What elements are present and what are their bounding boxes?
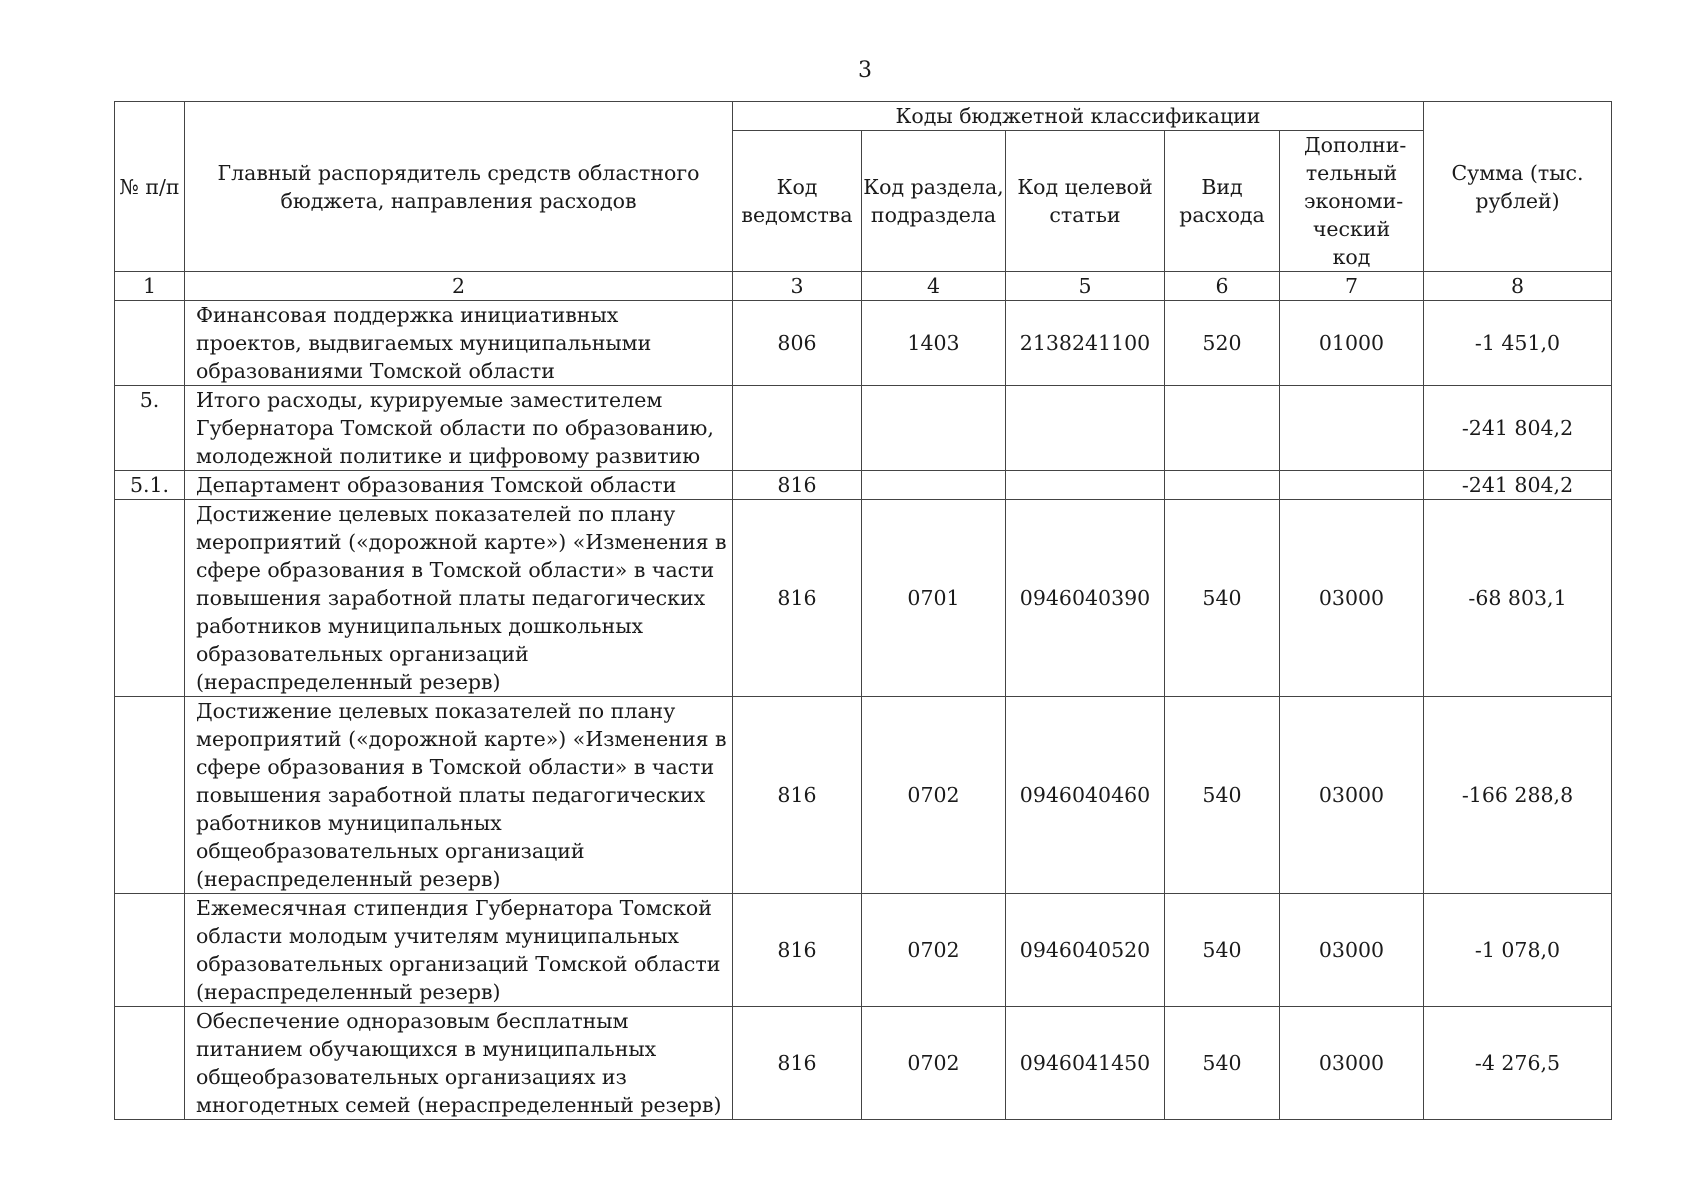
dept-code: 816 [733, 500, 862, 697]
sum-value: -166 288,8 [1424, 697, 1612, 894]
section-code: 0701 [862, 500, 1006, 697]
dept-code: 806 [733, 301, 862, 386]
target-code [1006, 386, 1165, 471]
column-index: 7 [1280, 272, 1424, 301]
sum-value: -1 078,0 [1424, 894, 1612, 1007]
header-num: № п/п [115, 102, 185, 272]
expense-type: 540 [1165, 500, 1280, 697]
target-code: 2138241100 [1006, 301, 1165, 386]
row-number [115, 894, 185, 1007]
header-section-code: Код раздела, подраздела [862, 131, 1006, 272]
column-index: 3 [733, 272, 862, 301]
expense-description: Финансовая поддержка инициативных проектов, выдвигаемых муниципальными образованиями Томской области [185, 301, 733, 386]
expense-type: 540 [1165, 697, 1280, 894]
row-number: 5. [115, 386, 185, 471]
header-target-code: Код целевой статьи [1006, 131, 1165, 272]
section-code: 0702 [862, 697, 1006, 894]
table-row [115, 894, 1612, 1007]
target-code [1006, 471, 1165, 500]
expense-type: 540 [1165, 894, 1280, 1007]
target-code: 0946040390 [1006, 500, 1165, 697]
table-row [115, 471, 1612, 500]
dept-code: 816 [733, 697, 862, 894]
econ-code: 03000 [1280, 894, 1424, 1007]
column-index: 2 [185, 272, 733, 301]
dept-code [733, 386, 862, 471]
table-row [115, 386, 1612, 471]
table-row [115, 697, 1612, 894]
table-row [115, 500, 1612, 697]
expense-description: Итого расходы, курируемые заместителем Губернатора Томской области по образованию, молодежной политике и цифровому развитию [185, 386, 733, 471]
column-index: 8 [1424, 272, 1612, 301]
row-number [115, 500, 185, 697]
column-index: 5 [1006, 272, 1165, 301]
budget-table [114, 101, 1612, 1120]
header-codes-group: Коды бюджетной классификации [733, 102, 1424, 131]
econ-code: 03000 [1280, 500, 1424, 697]
header-sum: Сумма (тыс. рублей) [1424, 102, 1612, 272]
expense-type [1165, 386, 1280, 471]
target-code: 0946040520 [1006, 894, 1165, 1007]
table-header [115, 102, 1612, 272]
target-code: 0946040460 [1006, 697, 1165, 894]
column-index: 4 [862, 272, 1006, 301]
section-code: 1403 [862, 301, 1006, 386]
section-code: 0702 [862, 1007, 1006, 1120]
column-index: 6 [1165, 272, 1280, 301]
sum-value: -1 451,0 [1424, 301, 1612, 386]
dept-code: 816 [733, 894, 862, 1007]
expense-description: Ежемесячная стипендия Губернатора Томской области молодым учителям муниципальных образовательных организаций Томской области (нераспределенный резерв) [185, 894, 733, 1007]
section-code [862, 386, 1006, 471]
header-dept-code: Код ведомства [733, 131, 862, 272]
section-code: 0702 [862, 894, 1006, 1007]
expense-description: Достижение целевых показателей по плану мероприятий («дорожной карте») «Изменения в сфере образования в Томской области» в части повышения заработной платы педагогических работников муниципальных общеобразовательных организаций (нераспределенный резерв) [185, 697, 733, 894]
econ-code: 03000 [1280, 697, 1424, 894]
section-code [862, 471, 1006, 500]
sum-value: -68 803,1 [1424, 500, 1612, 697]
sum-value: -241 804,2 [1424, 471, 1612, 500]
expense-description: Департамент образования Томской области [185, 471, 733, 500]
expense-type [1165, 471, 1280, 500]
column-index: 1 [115, 272, 185, 301]
econ-code [1280, 386, 1424, 471]
target-code: 0946041450 [1006, 1007, 1165, 1120]
expense-type: 540 [1165, 1007, 1280, 1120]
column-index-row [115, 272, 1612, 301]
table-body [115, 272, 1612, 1120]
dept-code: 816 [733, 471, 862, 500]
econ-code: 03000 [1280, 1007, 1424, 1120]
sum-value: -241 804,2 [1424, 386, 1612, 471]
expense-description: Обеспечение одноразовым бесплатным питанием обучающихся в муниципальных общеобразовательных организациях из многодетных семей (нераспределенный резерв) [185, 1007, 733, 1120]
econ-code: 01000 [1280, 301, 1424, 386]
sum-value: -4 276,5 [1424, 1007, 1612, 1120]
row-number [115, 697, 185, 894]
econ-code [1280, 471, 1424, 500]
expense-type: 520 [1165, 301, 1280, 386]
row-number [115, 301, 185, 386]
page-number: 3 [858, 58, 872, 83]
table-row [115, 301, 1612, 386]
header-expense-type: Вид расхода [1165, 131, 1280, 272]
expense-description: Достижение целевых показателей по плану мероприятий («дорожной карте») «Изменения в сфере образования в Томской области» в части повышения заработной платы педагогических работников муниципальных дошкольных образовательных организаций (нераспределенный резерв) [185, 500, 733, 697]
header-name: Главный распорядитель средств областного бюджета, направления расходов [185, 102, 733, 272]
header-econ-code: Дополни-тельный экономи-ческий код [1280, 131, 1424, 272]
table-row [115, 1007, 1612, 1120]
row-number [115, 1007, 185, 1120]
row-number: 5.1. [115, 471, 185, 500]
dept-code: 816 [733, 1007, 862, 1120]
